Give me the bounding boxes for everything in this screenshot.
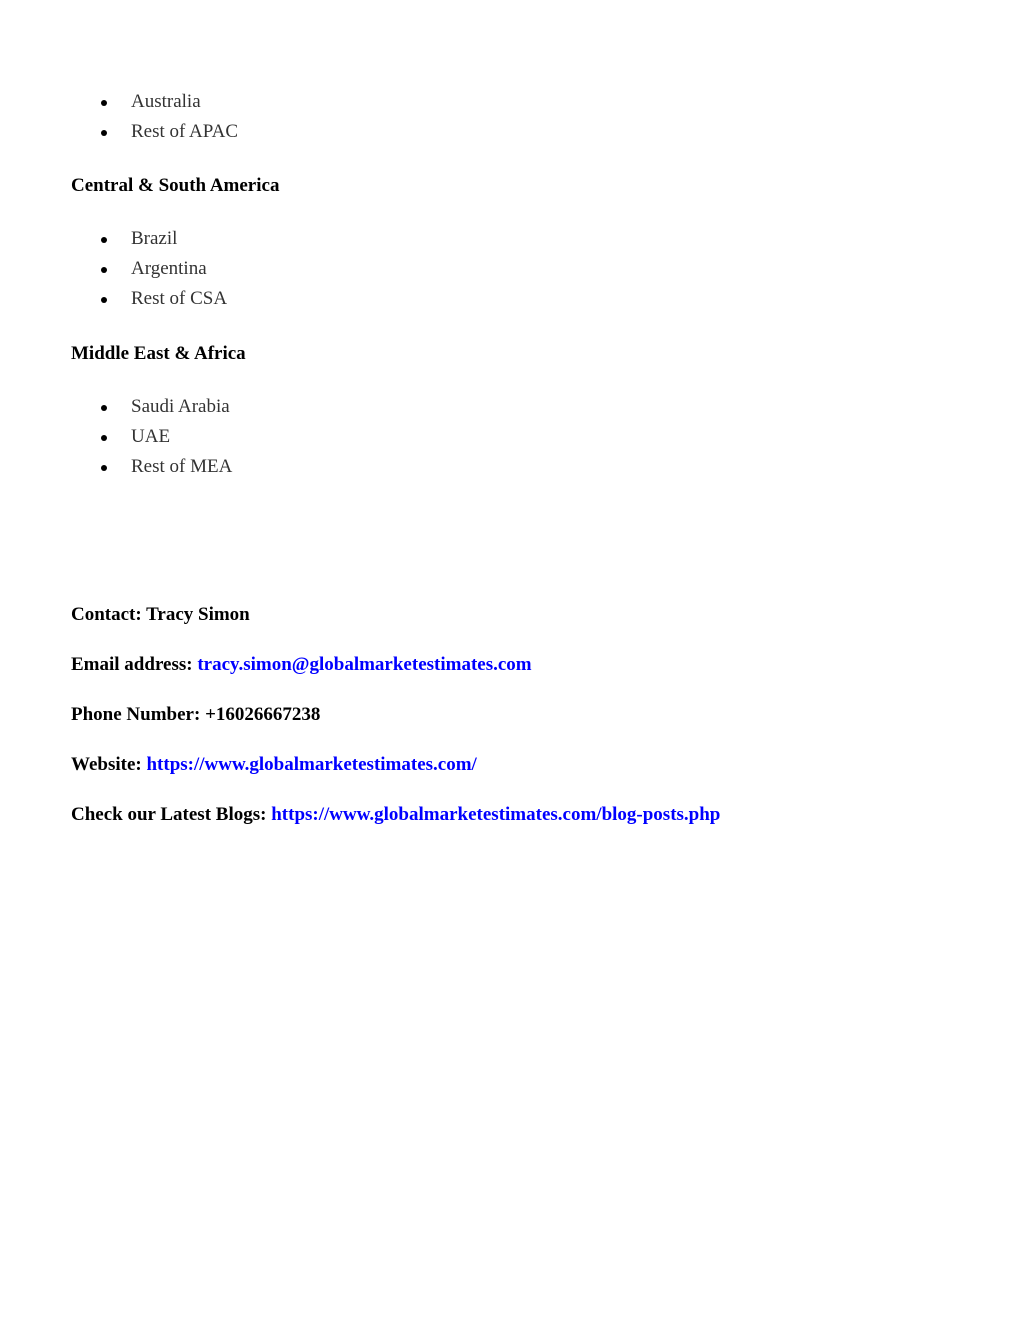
bullet-icon xyxy=(101,267,107,273)
list-item xyxy=(0,117,238,147)
email-label: Email address: xyxy=(71,654,193,675)
bullet-icon xyxy=(101,237,107,243)
csa-country-list xyxy=(0,224,227,314)
list-item xyxy=(0,224,227,254)
list-item xyxy=(0,452,232,482)
blogs-line xyxy=(71,803,720,827)
email-link[interactable]: tracy.simon@globalmarketestimates.com xyxy=(197,654,532,675)
website-link[interactable]: https://www.globalmarketestimates.com/ xyxy=(146,754,477,775)
bullet-icon xyxy=(101,435,107,441)
blogs-link[interactable]: https://www.globalmarketestimates.com/blog-posts.php xyxy=(271,804,721,825)
phone-number: +16026667238 xyxy=(205,704,321,725)
list-item xyxy=(0,284,227,314)
mea-heading: Middle East & Africa xyxy=(71,343,246,364)
bullet-icon xyxy=(101,100,107,106)
contact-label: Contact: xyxy=(71,604,142,625)
phone-line xyxy=(71,703,320,727)
list-item-label: Saudi Arabia xyxy=(131,396,230,417)
bullet-icon xyxy=(101,297,107,303)
list-item xyxy=(0,392,232,422)
list-item-label: UAE xyxy=(131,426,171,447)
list-item-label: Australia xyxy=(131,91,201,112)
list-item xyxy=(0,87,238,117)
csa-heading: Central & South America xyxy=(71,175,280,196)
email-line xyxy=(71,653,532,677)
list-item-label: Rest of CSA xyxy=(131,288,228,309)
blogs-label: Check our Latest Blogs: xyxy=(71,804,267,825)
mea-country-list xyxy=(0,392,232,482)
phone-label: Phone Number: xyxy=(71,704,201,725)
list-item-label: Rest of MEA xyxy=(131,456,233,477)
bullet-icon xyxy=(101,405,107,411)
website-line xyxy=(71,753,477,777)
contact-line xyxy=(71,603,250,627)
website-label: Website: xyxy=(71,754,142,775)
list-item-label: Argentina xyxy=(131,258,207,279)
bullet-icon xyxy=(101,130,107,136)
bullet-icon xyxy=(101,465,107,471)
apac-country-list xyxy=(0,87,238,147)
list-item xyxy=(0,254,227,284)
list-item-label: Brazil xyxy=(131,228,178,249)
list-item xyxy=(0,422,232,452)
list-item-label: Rest of APAC xyxy=(131,121,238,142)
contact-name: Tracy Simon xyxy=(146,604,250,625)
